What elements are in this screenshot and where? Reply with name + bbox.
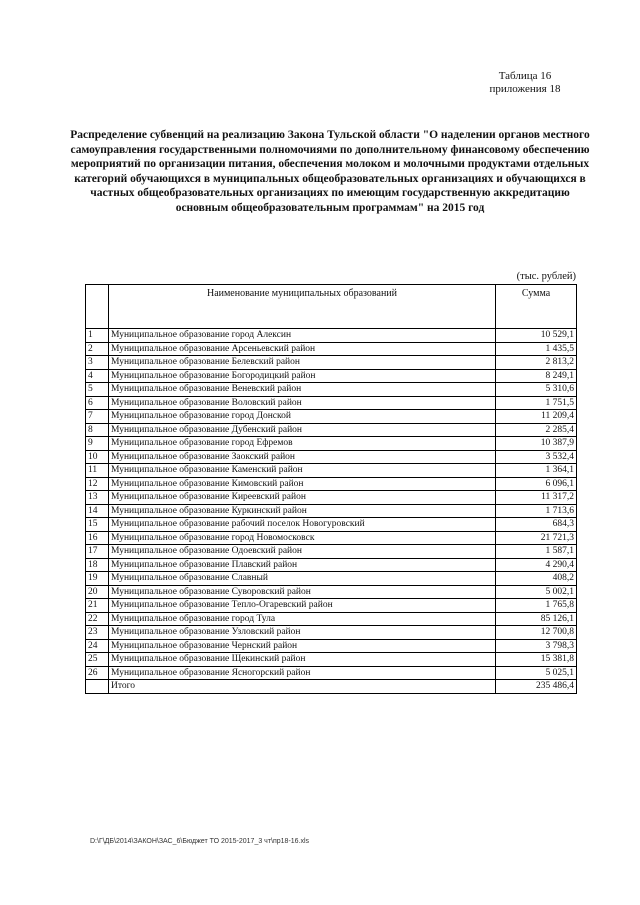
amount-value: 1 765,8 <box>496 599 577 613</box>
row-number: 25 <box>86 653 109 667</box>
header-municipality: Наименование муниципальных образований <box>109 285 496 329</box>
municipality-name: Муниципальное образование Арсеньевский район <box>109 342 496 356</box>
table-row <box>86 356 577 370</box>
table-header-row <box>86 285 577 329</box>
table-row <box>86 437 577 451</box>
table-row <box>86 396 577 410</box>
municipality-name: Муниципальное образование Тепло-Огаревский район <box>109 599 496 613</box>
table-row <box>86 639 577 653</box>
municipality-name: Муниципальное образование Дубенский район <box>109 423 496 437</box>
table-number-label: Таблица 16 <box>498 70 552 82</box>
amount-value: 3 532,4 <box>496 450 577 464</box>
row-number: 21 <box>86 599 109 613</box>
amount-value: 10 387,9 <box>496 437 577 451</box>
municipality-name: Муниципальное образование Заокский район <box>109 450 496 464</box>
municipality-name: Муниципальное образование Ясногорский район <box>109 666 496 680</box>
amount-value: 6 096,1 <box>496 477 577 491</box>
row-number: 15 <box>86 518 109 532</box>
row-number: 5 <box>86 383 109 397</box>
municipality-name: Муниципальное образование Богородицкий район <box>109 369 496 383</box>
table-row <box>86 585 577 599</box>
table-row <box>86 666 577 680</box>
amount-value: 85 126,1 <box>496 612 577 626</box>
municipality-name: Муниципальное образование Плавский район <box>109 558 496 572</box>
table-row <box>86 464 577 478</box>
table-row <box>86 504 577 518</box>
row-number: 26 <box>86 666 109 680</box>
table-row <box>86 612 577 626</box>
amount-value: 1 751,5 <box>496 396 577 410</box>
row-number: 18 <box>86 558 109 572</box>
row-number: 19 <box>86 572 109 586</box>
row-number: 1 <box>86 329 109 343</box>
amount-value: 11 317,2 <box>496 491 577 505</box>
amount-value: 5 025,1 <box>496 666 577 680</box>
municipality-name: Муниципальное образование Белевский район <box>109 356 496 370</box>
amount-value: 5 310,6 <box>496 383 577 397</box>
row-number <box>86 680 109 694</box>
municipality-name: Муниципальное образование Суворовский район <box>109 585 496 599</box>
amount-value: 12 700,8 <box>496 626 577 640</box>
row-number: 3 <box>86 356 109 370</box>
units-label: (тыс. рублей) <box>516 271 576 282</box>
municipality-name: Муниципальное образование город Донской <box>109 410 496 424</box>
row-number: 7 <box>86 410 109 424</box>
row-number: 12 <box>86 477 109 491</box>
row-number: 23 <box>86 626 109 640</box>
table-row <box>86 491 577 505</box>
municipality-name: Муниципальное образование Кимовский район <box>109 477 496 491</box>
total-amount: 235 486,4 <box>496 680 577 694</box>
row-number: 22 <box>86 612 109 626</box>
table-row <box>86 572 577 586</box>
municipality-name: Муниципальное образование Воловский район <box>109 396 496 410</box>
table-row <box>86 329 577 343</box>
row-number: 14 <box>86 504 109 518</box>
municipality-name: Муниципальное образование рабочий поселок Новогуровский <box>109 518 496 532</box>
municipality-name: Муниципальное образование Киреевский район <box>109 491 496 505</box>
file-path: D:\Г\ДБ\2014\ЗАКОН\ЗАС_6\Бюджет ТО 2015-2017_3 чт\пр18-16.xls <box>90 838 310 845</box>
amount-value: 1 587,1 <box>496 545 577 559</box>
table-row <box>86 342 577 356</box>
row-number: 8 <box>86 423 109 437</box>
row-number: 4 <box>86 369 109 383</box>
amount-value: 11 209,4 <box>496 410 577 424</box>
municipality-name: Муниципальное образование Одоевский район <box>109 545 496 559</box>
municipality-name: Муниципальное образование город Тула <box>109 612 496 626</box>
municipality-name: Муниципальное образование город Алексин <box>109 329 496 343</box>
table-row <box>86 518 577 532</box>
amount-value: 408,2 <box>496 572 577 586</box>
header-number <box>86 285 109 329</box>
table-row <box>86 383 577 397</box>
row-number: 9 <box>86 437 109 451</box>
total-row <box>86 680 577 694</box>
table-row <box>86 477 577 491</box>
table-body <box>86 329 577 694</box>
header-amount: Сумма <box>496 285 577 329</box>
table-row <box>86 531 577 545</box>
amount-value: 684,3 <box>496 518 577 532</box>
row-number: 17 <box>86 545 109 559</box>
amount-value: 5 002,1 <box>496 585 577 599</box>
amount-value: 4 290,4 <box>496 558 577 572</box>
amount-value: 1 364,1 <box>496 464 577 478</box>
amount-value: 10 529,1 <box>496 329 577 343</box>
amount-value: 21 721,3 <box>496 531 577 545</box>
amount-value: 1 435,5 <box>496 342 577 356</box>
table-row <box>86 450 577 464</box>
document-title: Распределение субвенций на реализацию Закона Тульской области "О наделении органов местного самоуправления государственными полномочиями по дополнительному финансовому обеспечению мероприятий по организации питания, обеспечения молоком и молочными продуктами отдельных категорий обучающихся в муниципальных общеобразовательных организациях и обучающихся в частных общеобразовательных организациях по имеющим государственную аккредитацию основным общеобразовательным программам" на 2015 год <box>70 129 590 214</box>
row-number: 20 <box>86 585 109 599</box>
subsidy-table <box>85 284 577 694</box>
table-row <box>86 653 577 667</box>
municipality-name: Муниципальное образование Веневский район <box>109 383 496 397</box>
row-number: 24 <box>86 639 109 653</box>
table-row <box>86 369 577 383</box>
table-row <box>86 410 577 424</box>
row-number: 16 <box>86 531 109 545</box>
amount-value: 3 798,3 <box>496 639 577 653</box>
table-row <box>86 545 577 559</box>
municipality-name: Муниципальное образование город Ефремов <box>109 437 496 451</box>
table-row <box>86 626 577 640</box>
appendix-label: приложения 18 <box>489 83 561 95</box>
table-row <box>86 423 577 437</box>
row-number: 11 <box>86 464 109 478</box>
amount-value: 2 813,2 <box>496 356 577 370</box>
municipality-name: Муниципальное образование Щекинский район <box>109 653 496 667</box>
amount-value: 1 713,6 <box>496 504 577 518</box>
row-number: 6 <box>86 396 109 410</box>
amount-value: 15 381,8 <box>496 653 577 667</box>
total-label: Итого <box>109 680 496 694</box>
row-number: 13 <box>86 491 109 505</box>
row-number: 2 <box>86 342 109 356</box>
municipality-name: Муниципальное образование город Новомосковск <box>109 531 496 545</box>
municipality-name: Муниципальное образование Каменский район <box>109 464 496 478</box>
amount-value: 8 249,1 <box>496 369 577 383</box>
table-caption <box>470 70 580 96</box>
row-number: 10 <box>86 450 109 464</box>
amount-value: 2 285,4 <box>496 423 577 437</box>
municipality-name: Муниципальное образование Чернский район <box>109 639 496 653</box>
municipality-name: Муниципальное образование Славный <box>109 572 496 586</box>
municipality-name: Муниципальное образование Узловский район <box>109 626 496 640</box>
table-row <box>86 599 577 613</box>
table-row <box>86 558 577 572</box>
municipality-name: Муниципальное образование Куркинский район <box>109 504 496 518</box>
